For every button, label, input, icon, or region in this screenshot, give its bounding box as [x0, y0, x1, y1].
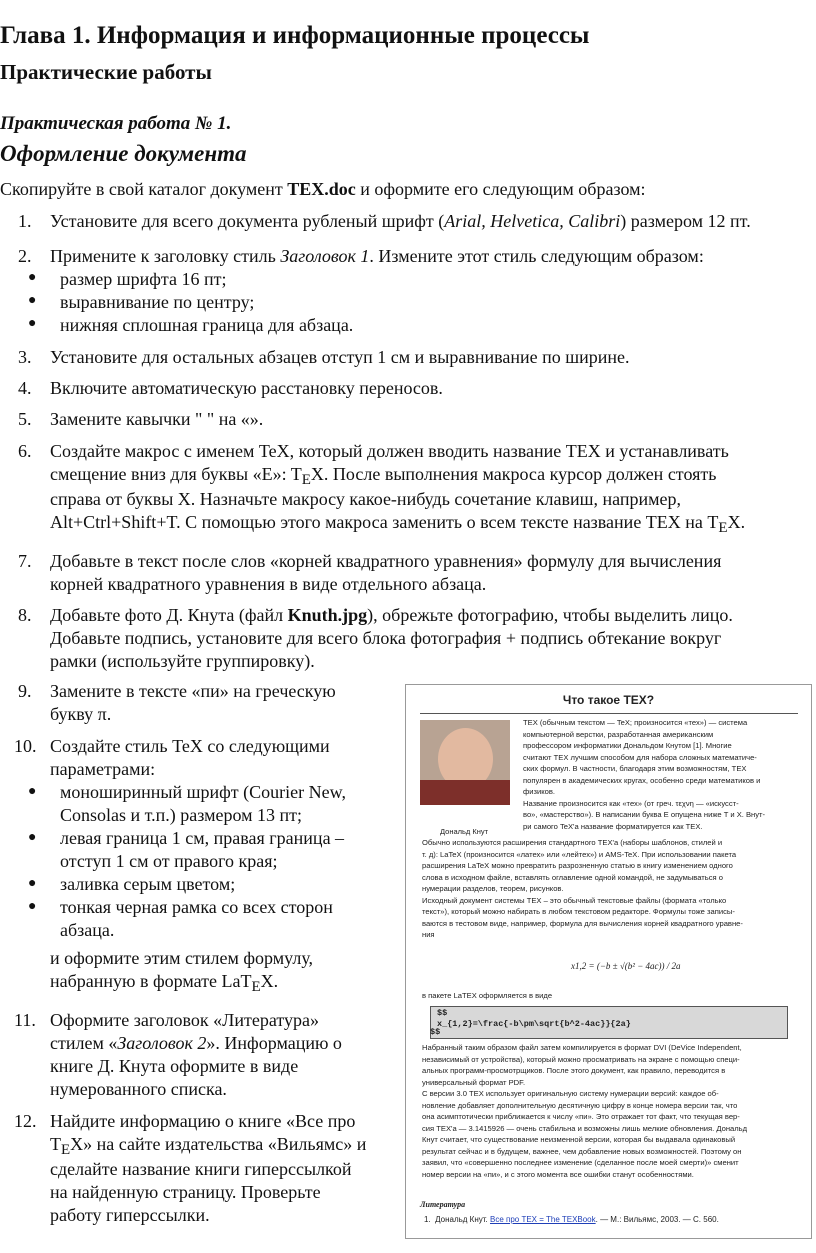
- list-item: Добавьте в текст после слов «корней квадратного уравнения» формулу для вычисления: [50, 551, 722, 571]
- sample-paragraph-2: Обычно используются расширения стандартного TEX'а (наборы шаблонов, стилей и т. д): LaTeX (произносится «латех» или «лейтех») и AMS-TeX. При использовании пакета расширения LaTeX можно превратить разрозненную статью в книгу изменением одного слова в исходном файле, вставлять оглавление одной командой, не задумываться о нумерации разделов, теорем, рисунков. Исходный документ системы TEX – это обычный текстовые файлы (формата «только текст»), который можно набирать в любом текстовом редакторе. Формулы тоже записы- ваются в тестовом виде, например, формула для вычисления корней квадратного уравне- ния: [422, 838, 743, 939]
- list-item: Добавьте фото Д. Кнута (файл Knuth.jpg), обрежьте фотографию, чтобы выделить лицо.: [50, 605, 733, 625]
- list-item-line: параметрами:: [50, 759, 156, 779]
- bullet-item-line: отступ 1 см от правого края;: [60, 851, 278, 871]
- knuth-photo: [420, 720, 510, 805]
- list-item-line: набранную в формате LaT$_E$X.: [50, 971, 279, 995]
- list-item-line: на найденную страницу. Проверьте: [50, 1182, 321, 1202]
- item-number: 10.: [14, 736, 37, 756]
- item-number: 2.: [18, 246, 32, 266]
- section-title: Практические работы: [0, 60, 212, 84]
- intro-paragraph: Скопируйте в свой каталог документ TEX.doc и оформите его следующим образом:: [0, 179, 646, 199]
- list-item: Установите для остальных абзацев отступ 1 см и выравнивание по ширине.: [50, 347, 630, 367]
- list-item-line: нумерованного списка.: [50, 1079, 227, 1099]
- item-number: 6.: [18, 441, 32, 461]
- sample-document-image: [405, 684, 812, 1239]
- list-item: Создайте стиль TeX со следующими: [50, 736, 330, 756]
- bullet-icon: ●: [28, 784, 37, 799]
- list-item-line: книге Д. Кнута оформите в виде: [50, 1056, 299, 1076]
- bullet-item: тонкая черная рамка со всех сторон: [60, 897, 333, 917]
- list-item-line: сделайте название книги гиперссылкой: [50, 1159, 352, 1179]
- sample-paragraph-3: Набранный таким образом файл затем компилируется в формат DVI (DeVice Independent, независимый от устройства), который можно просматривать на экране с помощью специ- альных программ-просмотрщиков. После этого документ, как правило, переводится в универсальный формат PDF. С версии 3.0 TEX использует оригинальную систему нумерации версий: каждое об- новление добавляет дополнительную десятичную цифру в конце номера версии так, что она асимптотически приближается к числу «пи». Это отражает тот факт, что текущая вер- сия TEX'а — 3.1415926 — очень стабильна и возможны лишь мелкие обновления. Дональд Кнут считает, что существование неизменной версии, которая бы выдавала одинаковый результат сейчас и в будущем, важнее, чем добавление новых возможностей. Поэтому он заявил, что «совершенно последнее изменение (сделанное после моей смерти)» сменит номер версии на «пи», и с этого момента все ошибки станут особенностями.: [422, 1043, 748, 1179]
- bullet-icon: ●: [28, 293, 37, 308]
- list-item-line: букву π.: [50, 704, 112, 724]
- item-number: 9.: [18, 681, 32, 701]
- code-line: $$: [430, 1027, 441, 1037]
- list-item-line: справа от буквы X. Назначьте макросу какое-нибудь сочетание клавиш, например,: [50, 489, 682, 509]
- list-item-line: смещение вниз для буквы «E»: $T_EX$. После выполнения макроса курсор должен стоять: [50, 464, 717, 488]
- bullet-icon: ●: [28, 316, 37, 331]
- bullet-item-line: абзаца.: [60, 920, 115, 940]
- list-item-line: рамки (используйте группировку).: [50, 651, 315, 671]
- item-number: 4.: [18, 378, 32, 398]
- bullet-item: нижняя сплошная граница для абзаца.: [60, 315, 354, 335]
- title-rule: [420, 713, 798, 714]
- reference-item: 1. Дональд Кнут. Все про TEX = The TEXBook. — М.: Вильямс, 2003. — С. 560.: [424, 1215, 719, 1224]
- sample-paragraph-1: TEX (обычным текстом — TeX; произносится «тех») — система компьютерной верстки, разработанная американским профессором информатики Дональдом Кнутом [1]. Многие считают TEX лучшим способом для набора сложных математиче- ских формул. В частности, благодаря этим возможностям, TEX популярен в академических кругах, особенно среди математиков и физиков. Название произносится как «тех» (от греч. τεχνη — «искусст- во», «мастерство»). В написании буква E опущена ниже T и X. Внут- ри самого TeX'а название форматируется как TEX.: [523, 718, 766, 831]
- work-number: Практическая работа № 1.: [0, 113, 232, 134]
- bullet-item: выравнивание по центру;: [60, 292, 255, 312]
- list-item-line: Добавьте подпись, установите для всего блока фотография + подпись обтекание вокруг: [50, 628, 722, 648]
- bullet-item: размер шрифта 16 пт;: [60, 269, 227, 289]
- list-item: Оформите заголовок «Литература»: [50, 1010, 320, 1030]
- list-item: Замените кавычки " " на «».: [50, 409, 264, 429]
- item-number: 8.: [18, 605, 32, 625]
- list-item-line: работу гиперссылки.: [50, 1205, 210, 1225]
- formula: x1,2 = (−b ± √(b² − 4ac)) / 2a: [571, 961, 681, 971]
- bullet-icon: ●: [28, 830, 37, 845]
- list-item: Замените в тексте «пи» на греческую: [50, 681, 336, 701]
- bullet-item: заливка серым цветом;: [60, 874, 236, 894]
- item-number: 7.: [18, 551, 32, 571]
- list-item: Установите для всего документа рубленый шрифт (Arial, Helvetica, Calibri) размером 12 пт.: [50, 211, 751, 231]
- work-title: Оформление документа: [0, 141, 247, 166]
- code-block: $$ x_{1,2}=\frac{-b\pm\sqrt{b^2-4ac}}{2a}: [430, 1006, 788, 1039]
- bullet-item: моноширинный шрифт (Courier New,: [60, 782, 346, 802]
- sample-title: Что такое TEX?: [562, 693, 655, 707]
- list-item-line: и оформите этим стилем формулу,: [50, 948, 314, 968]
- item-number: 3.: [18, 347, 32, 367]
- bullet-icon: ●: [28, 876, 37, 891]
- item-number: 1.: [18, 211, 32, 231]
- item-number: 11.: [14, 1010, 36, 1030]
- item-number: 5.: [18, 409, 32, 429]
- list-item-line: Alt+Ctrl+Shift+T. С помощью этого макроса заменить о всем тексте название TEX на $T_EX$.: [50, 512, 746, 536]
- book-link[interactable]: Все про TEX = The TEXBook: [489, 1215, 596, 1224]
- list-item: Найдите информацию о книге «Все про: [50, 1111, 356, 1131]
- list-item: Примените к заголовку стиль Заголовок 1. Измените этот стиль следующим образом:: [50, 246, 704, 266]
- bullet-icon: ●: [28, 899, 37, 914]
- chapter-title: Глава 1. Информация и информационные процессы: [0, 22, 590, 49]
- bullet-item-line: Consolas и т.п.) размером 13 пт;: [60, 805, 303, 825]
- list-item-line: $T_EX$» на сайте издательства «Вильямс» и: [50, 1134, 367, 1158]
- list-item-line: корней квадратного уравнения в виде отдельного абзаца.: [50, 574, 487, 594]
- bullet-item: левая граница 1 см, правая граница –: [60, 828, 345, 848]
- list-item: Включите автоматическую расстановку переносов.: [50, 378, 443, 398]
- photo-caption: Дональд Кнут: [440, 827, 489, 836]
- item-number: 12.: [14, 1111, 37, 1131]
- sample-line: в пакете LaTEX оформляется в виде: [422, 991, 553, 1000]
- list-item-line: стилем «Заголовок 2». Информацию о: [50, 1033, 342, 1053]
- list-item: Создайте макрос с именем TeX, который должен вводить название TEX и устанавливать: [50, 441, 729, 461]
- literature-heading: Литература: [420, 1200, 466, 1209]
- bullet-icon: ●: [28, 270, 37, 285]
